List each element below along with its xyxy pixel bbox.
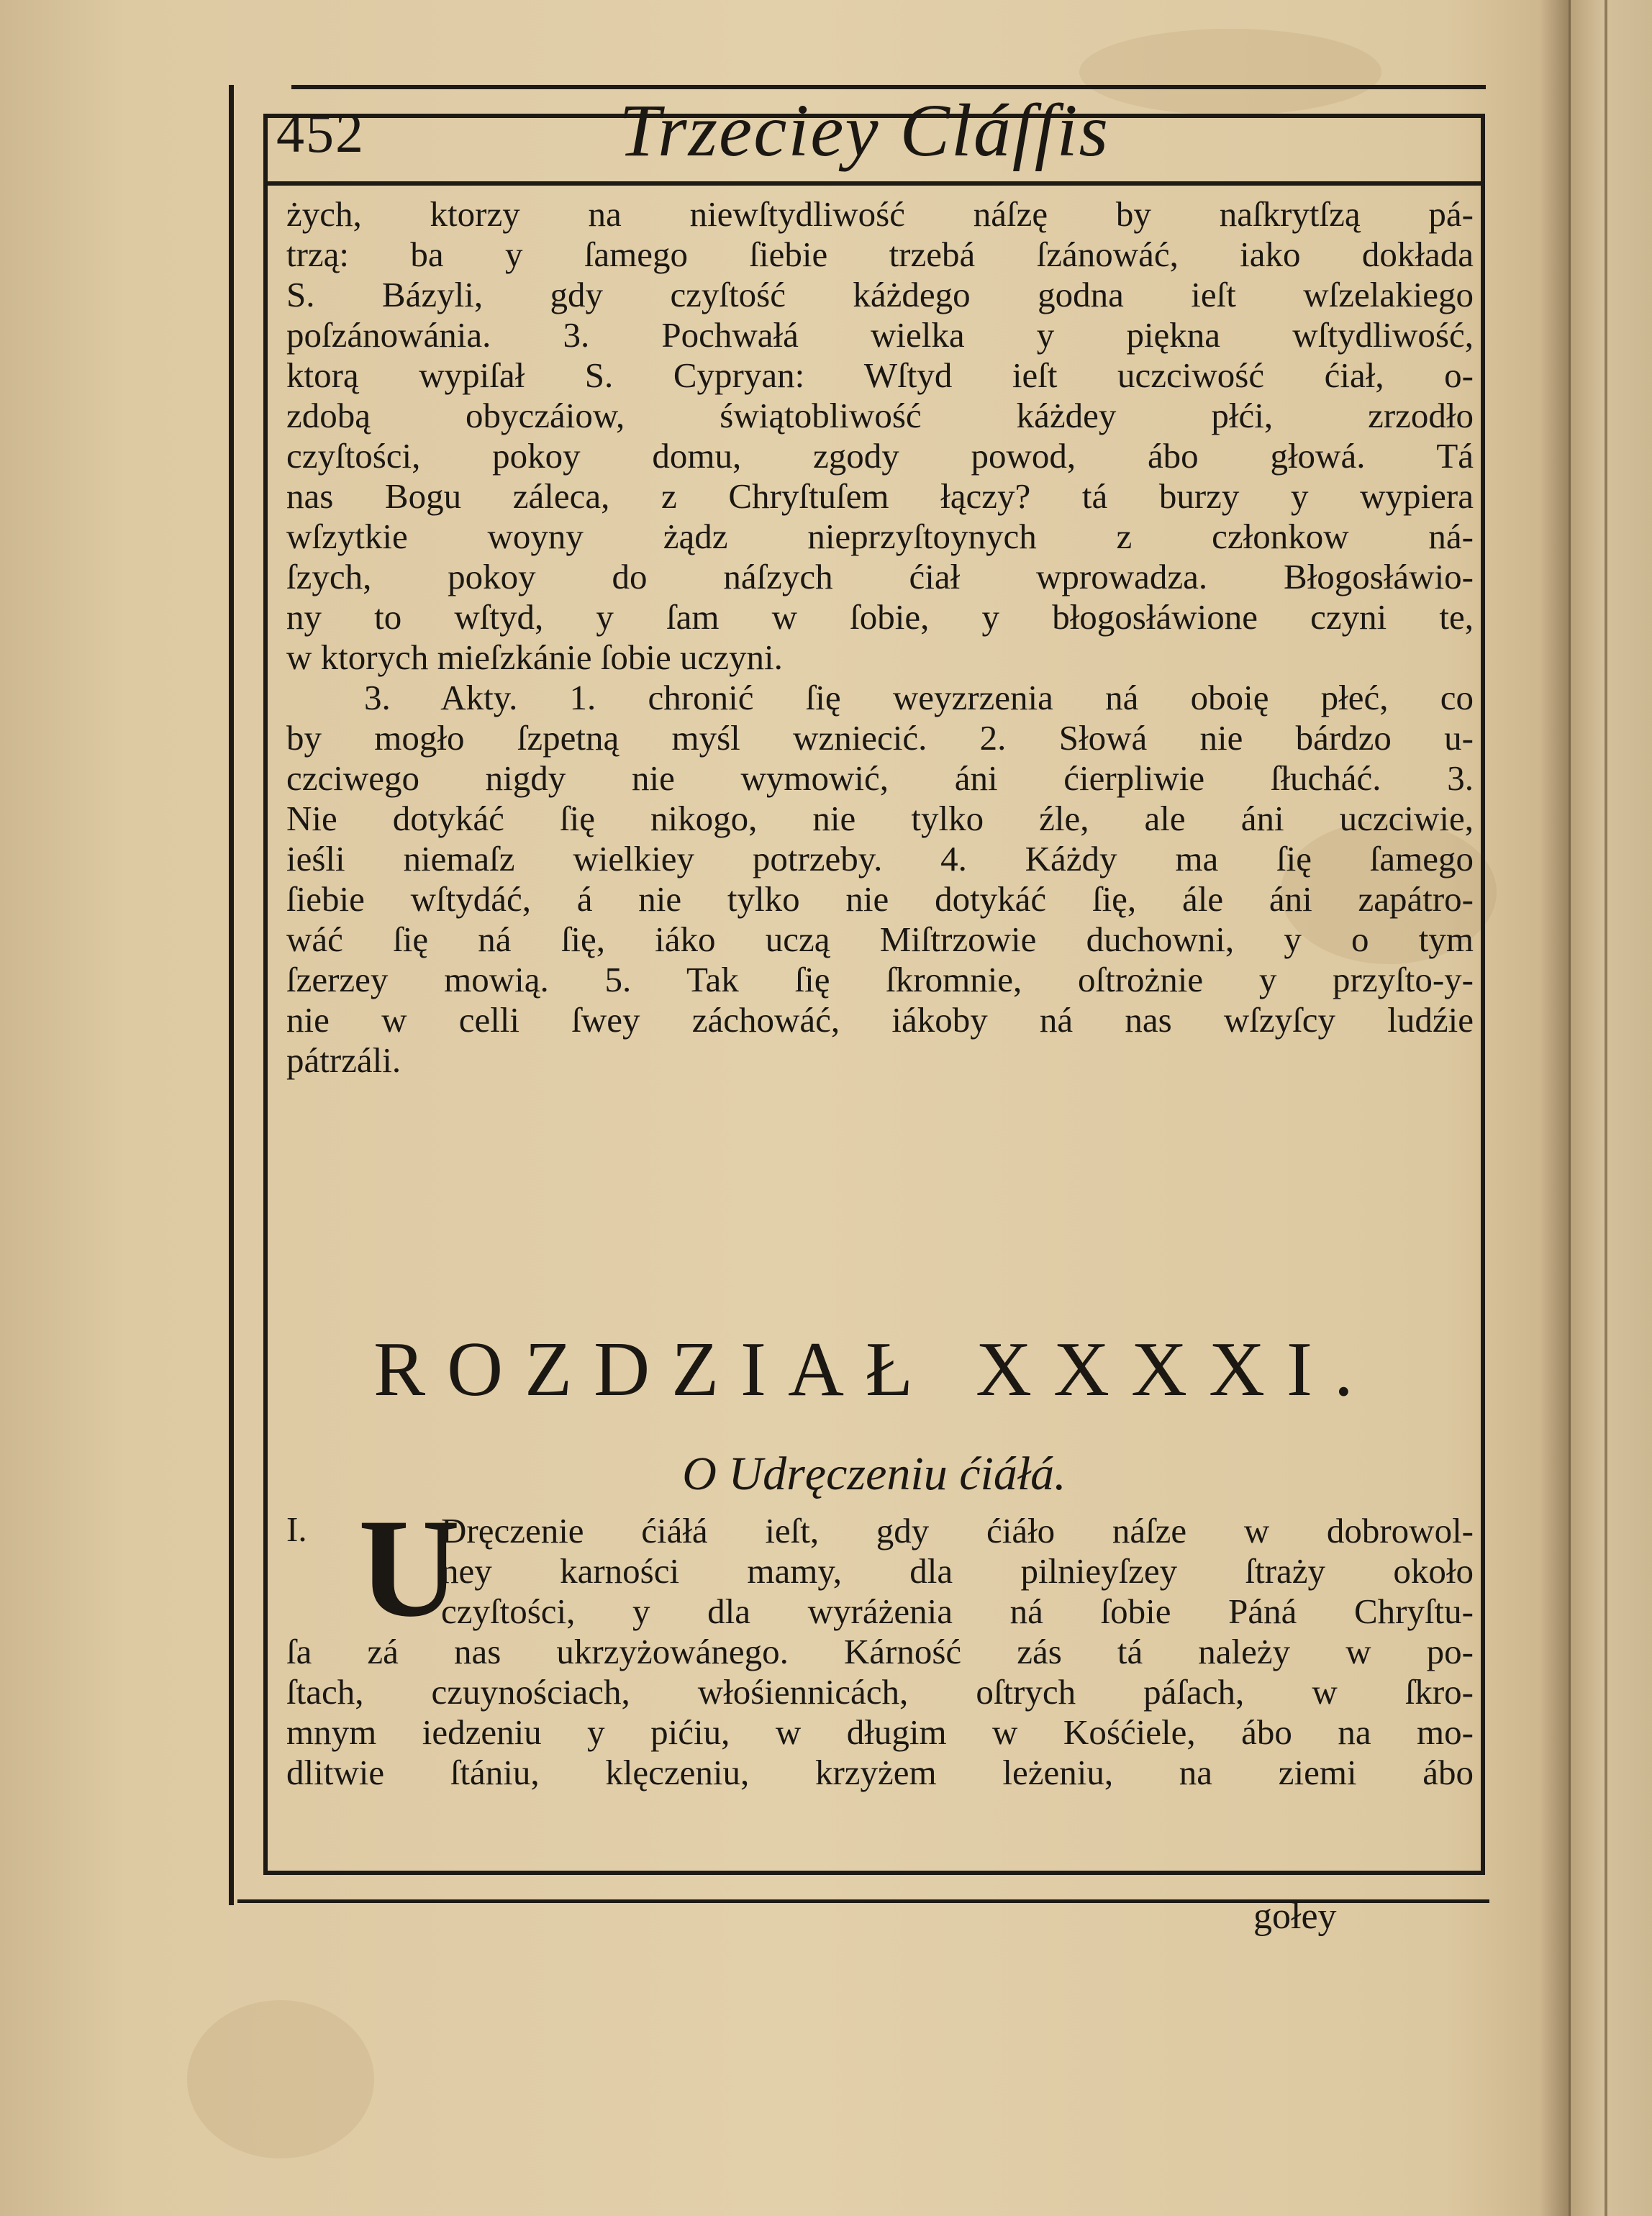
text-line: Dręczenie ćiáłá ieſt, gdy ćiáło náſze w dobrowol- bbox=[441, 1511, 1474, 1550]
text-line: ſa zá nas ukrzyżowánego. Kárność zás tá należy w po- bbox=[286, 1632, 1474, 1671]
text-line: ktorą wypiſał S. Cypryan: Wſtyd ieſt uczciwość ćiał, o- bbox=[286, 355, 1474, 395]
text-line: poſzánowánia. 3. Pochwałá wielka y piękna wſtydliwość, bbox=[286, 315, 1474, 355]
chapter-header bbox=[263, 0, 1485, 2216]
text-line: by mogło ſzpetną myśl wzniecić. 2. Słowá nie bárdzo u- bbox=[286, 718, 1474, 758]
catchword: gołey bbox=[1253, 1896, 1337, 1937]
left-border-rule bbox=[229, 85, 234, 1905]
text-line: nie w celli ſwey záchowáć, iákoby ná nas wſzyſcy ludźie bbox=[286, 1000, 1474, 1040]
chapter-paragraph bbox=[286, 1490, 1474, 1793]
text-line: żych, ktorzy na niewſtydliwość náſzę by naſkrytſzą pá- bbox=[286, 194, 1474, 234]
text-line: ſzych, pokoy do náſzych ćiał wprowadza. Błogosłáwio- bbox=[286, 557, 1474, 596]
text-line: nas Bogu záleca, z Chryſtuſem łączy? tá burzy y wypiera bbox=[286, 476, 1474, 516]
text-line: Nie dotykáć ſię nikogo, nie tylko źle, ale áni uczciwie, bbox=[286, 799, 1474, 838]
text-line: ſzerzey mowią. 5. Tak ſię ſkromnie, oſtrożnie y przyſto-y- bbox=[286, 960, 1474, 999]
text-line: ney karności mamy, dla pilnieyſzey ſtraży około bbox=[441, 1551, 1474, 1591]
text-line: wáć ſię ná ſię, iáko uczą Miſtrzowie duchowni, y o tym bbox=[286, 919, 1474, 959]
text-line: w ktorych mieſzkánie ſobie uczyni. bbox=[286, 637, 783, 677]
chapter-heading: ROZDZIAŁ XXXXI. bbox=[373, 1327, 1375, 1412]
text-line: trzą: ba y ſamego ſiebie trzebá ſzánowáć, iako dokłada bbox=[286, 235, 1474, 274]
text-line: ieśli niemaſz wielkiey potrzeby. 4. Káżdy ma ſię ſamego bbox=[286, 839, 1474, 878]
text-line: czciwego nigdy nie wymowić, áni ćierpliwie ſłucháć. 3. bbox=[286, 758, 1474, 798]
running-head: Trzeciey Cláſſis bbox=[619, 89, 1109, 172]
text-line: ſiebie wſtydáć, á nie tylko nie dotykáć ſię, ále áni zapátro- bbox=[286, 879, 1474, 919]
chapter-subheading: O Udręczeniu ćiáłá. bbox=[682, 1448, 1066, 1500]
text-line: zdobą obyczáiow, świątobliwość káżdey płći, zrzodło bbox=[286, 396, 1474, 435]
text-line: dlitwie ſtániu, klęczeniu, krzyżem leżeniu, na ziemi ábo bbox=[286, 1753, 1474, 1792]
page-number: 452 bbox=[276, 101, 365, 164]
page-edge-line bbox=[1605, 0, 1607, 2216]
paragraph-number: I. bbox=[286, 1509, 307, 1549]
text-line: czyſtości, pokoy domu, zgody powod, ábo głowá. Tá bbox=[286, 436, 1474, 476]
text-line: ny to wſtyd, y ſam w ſobie, y błogosłáwione czyni te, bbox=[286, 597, 1474, 637]
page-gutter-shadow bbox=[1540, 0, 1569, 2216]
text-line: pátrzáli. bbox=[286, 1040, 401, 1080]
text-line: czyſtości, y dla wyráżenia ná ſobie Páná Chryſtu- bbox=[441, 1591, 1474, 1631]
text-line: S. Bázyli, gdy czyſtość káżdego godna ieſt wſzelakiego bbox=[286, 275, 1474, 314]
text-line: wſzytkie woyny żądz nieprzyſtoynych z członkow ná- bbox=[286, 517, 1474, 556]
drop-cap: U bbox=[358, 1490, 460, 1646]
next-page-edge bbox=[1569, 0, 1652, 2216]
text-line: mnym iedzeniu y pićiu, w długim w Kośćiele, ábo na mo- bbox=[286, 1712, 1474, 1752]
text-line: ſtach, czuynościach, włośiennicách, oſtrych páſach, w ſkro- bbox=[286, 1672, 1474, 1712]
text-line: 3. Akty. 1. chronić ſię weyzrzenia ná oboię płeć, co bbox=[364, 678, 1474, 717]
